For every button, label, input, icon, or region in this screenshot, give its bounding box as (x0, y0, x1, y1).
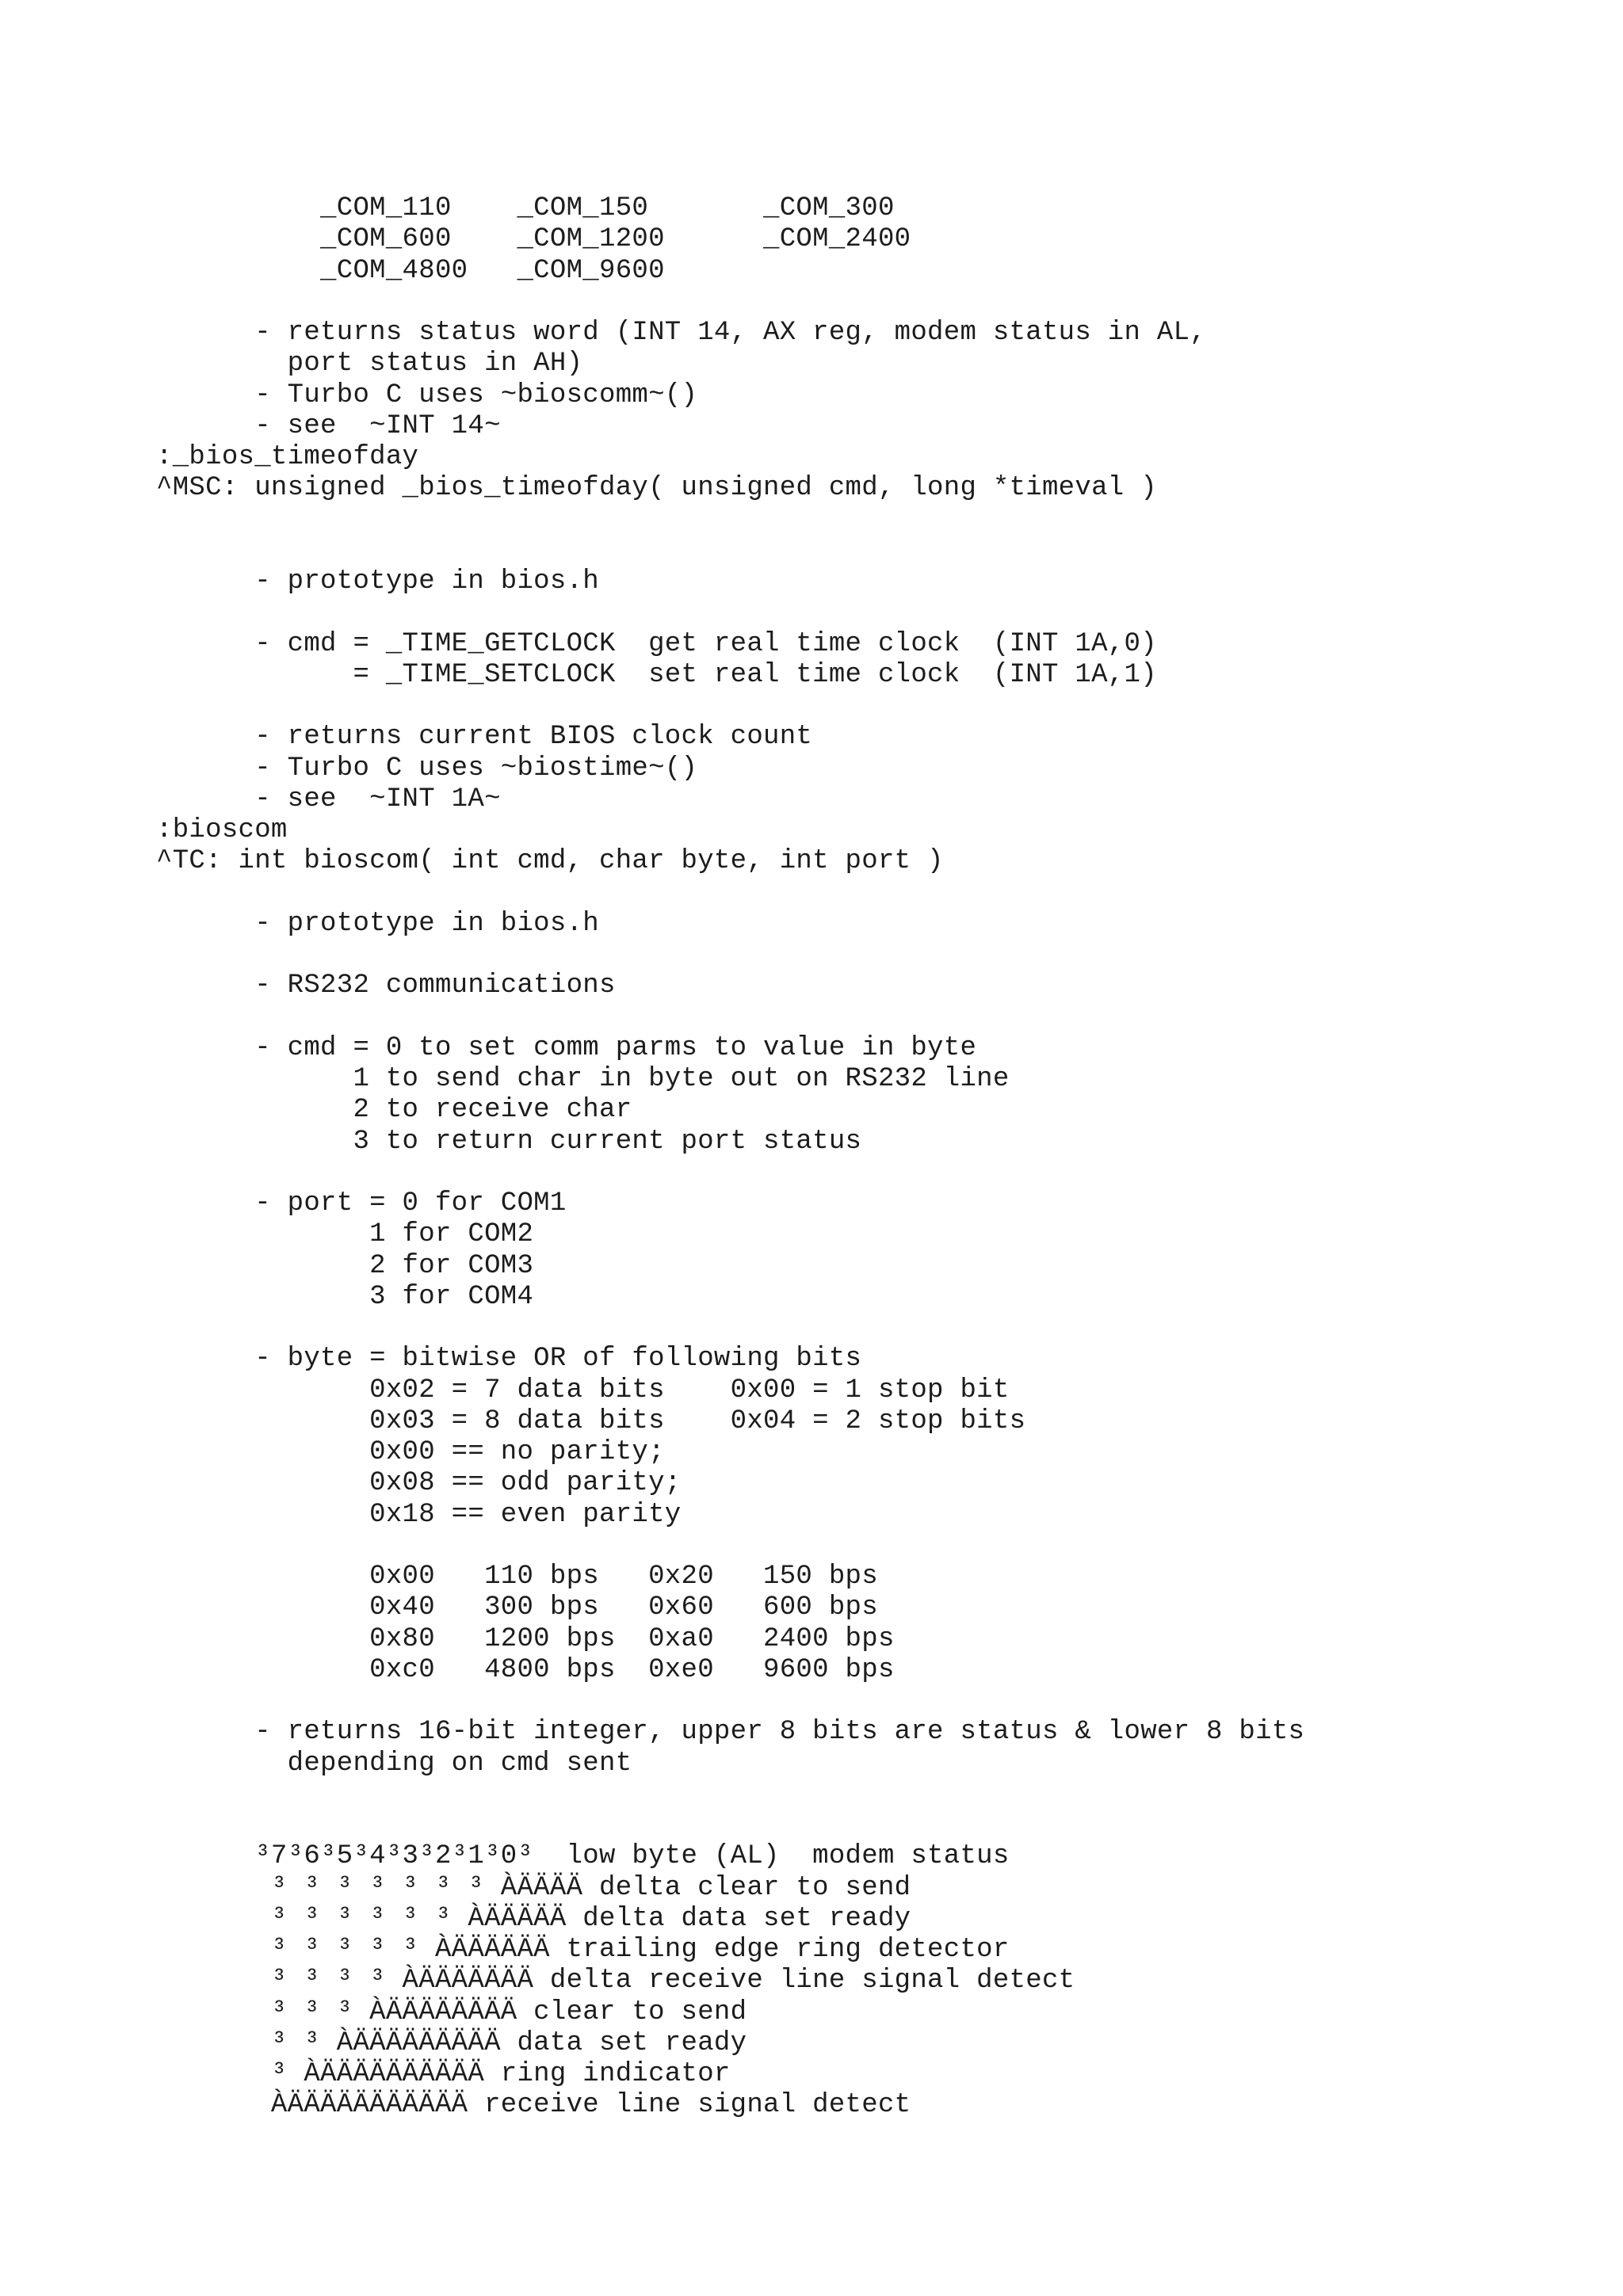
text-line: ³ ³ ³ ³ ³ ÀÄÄÄÄÄÄ trailing edge ring detector (156, 1935, 1010, 1965)
text-line: - prototype in bios.h (156, 566, 599, 597)
text-line: ³ ÀÄÄÄÄÄÄÄÄÄÄ ring indicator (156, 2059, 731, 2089)
text-line: 2 for COM3 (156, 1250, 534, 1281)
text-line: - cmd = _TIME_GETCLOCK get real time clock (INT 1A,0) (156, 628, 1157, 659)
text-line: 0x03 = 8 data bits 0x04 = 2 stop bits (156, 1405, 1026, 1436)
text-line: ³ ³ ³ ³ ³ ³ ÀÄÄÄÄÄ delta data set ready (156, 1903, 911, 1934)
text-line (156, 1158, 1304, 1188)
text-line: - RS232 communications (156, 971, 616, 1001)
text-line: - see ~INT 14~ (156, 410, 501, 441)
text-line: ÀÄÄÄÄÄÄÄÄÄÄÄ receive line signal detect (156, 2090, 911, 2121)
text-line: = _TIME_SETCLOCK set real time clock (INT 1A,1) (156, 659, 1157, 690)
text-line: _COM_110 _COM_150 _COM_300 (156, 193, 895, 223)
text-line: - returns status word (INT 14, AX reg, modem status in AL, (156, 318, 1207, 348)
text-line: 0x80 1200 bps 0xa0 2400 bps (156, 1623, 895, 1654)
text-line: ³ ³ ÀÄÄÄÄÄÄÄÄÄ data set ready (156, 2027, 747, 2058)
text-line: 0x00 110 bps 0x20 150 bps (156, 1562, 878, 1592)
text-line: :_bios_timeofday (156, 442, 419, 472)
text-line (156, 878, 1304, 909)
text-line (156, 1686, 1304, 1717)
text-line: - see ~INT 1A~ (156, 784, 501, 814)
text-line (156, 505, 1304, 536)
text-line: 1 to send char in byte out on RS232 line (156, 1064, 1010, 1094)
text-line: ³ ³ ³ ÀÄÄÄÄÄÄÄÄ clear to send (156, 1997, 747, 2027)
text-line (156, 1002, 1304, 1033)
text-line (156, 597, 1304, 628)
text-line: 0xc0 4800 bps 0xe0 9600 bps (156, 1654, 895, 1685)
text-line: 1 for COM2 (156, 1219, 534, 1250)
text-line (156, 1313, 1304, 1344)
text-line: ³ ³ ³ ³ ÀÄÄÄÄÄÄÄ delta receive line signal detect (156, 1966, 1075, 1997)
text-line: 3 for COM4 (156, 1281, 534, 1312)
text-line (156, 691, 1304, 722)
text-line (156, 1779, 1304, 1810)
text-line (156, 536, 1304, 566)
text-line (156, 287, 1304, 318)
text-line: - port = 0 for COM1 (156, 1188, 567, 1219)
text-line: - returns current BIOS clock count (156, 722, 813, 753)
text-line: _COM_4800 _COM_9600 (156, 255, 665, 286)
text-line (156, 1810, 1304, 1841)
text-line: 3 to return current port status (156, 1126, 862, 1157)
text-line: - Turbo C uses ~biostime~() (156, 753, 698, 784)
text-line: 0x00 == no parity; (156, 1437, 665, 1467)
text-line: :bioscom (156, 815, 288, 845)
text-line: ³ ³ ³ ³ ³ ³ ³ ÀÄÄÄÄ delta clear to send (156, 1872, 911, 1903)
text-line: 0x18 == even parity (156, 1499, 682, 1530)
text-line: - prototype in bios.h (156, 908, 599, 939)
text-line: depending on cmd sent (156, 1748, 632, 1779)
text-line (156, 1531, 1304, 1562)
text-line: - byte = bitwise OR of following bits (156, 1344, 862, 1375)
reference-listing (156, 193, 1304, 2122)
text-line: 0x08 == odd parity; (156, 1468, 682, 1499)
text-line: ^MSC: unsigned _bios_timeofday( unsigned cmd, long *timeval ) (156, 473, 1157, 504)
text-line: _COM_600 _COM_1200 _COM_2400 (156, 224, 911, 255)
text-line (156, 940, 1304, 971)
text-line: - returns 16-bit integer, upper 8 bits are status & lower 8 bits (156, 1717, 1305, 1748)
text-line: 2 to receive char (156, 1095, 632, 1126)
text-line: 0x40 300 bps 0x60 600 bps (156, 1592, 878, 1623)
text-line: port status in AH) (156, 349, 583, 379)
text-line: - Turbo C uses ~bioscomm~() (156, 379, 698, 410)
text-line: ³7³6³5³4³3³2³1³0³ low byte (AL) modem status (156, 1841, 1010, 1872)
text-line: ^TC: int bioscom( int cmd, char byte, int port ) (156, 846, 944, 877)
text-line: 0x02 = 7 data bits 0x00 = 1 stop bit (156, 1375, 1010, 1405)
text-line: - cmd = 0 to set comm parms to value in byte (156, 1032, 977, 1063)
